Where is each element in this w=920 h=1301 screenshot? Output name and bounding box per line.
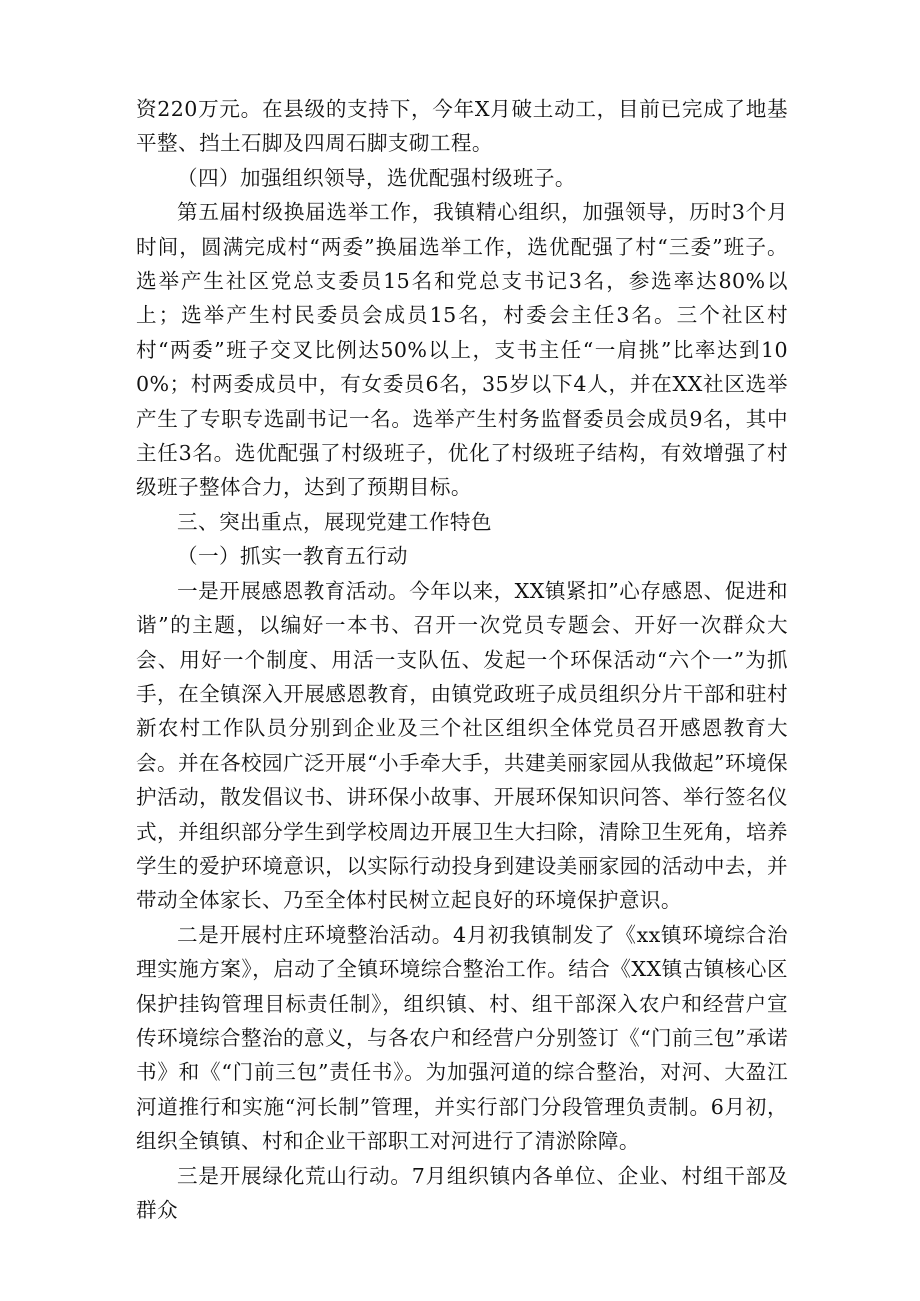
paragraph-greening: 三是开展绿化荒山行动。7月组织镇内各单位、企业、村组干部及群众 xyxy=(136,1163,788,1222)
section-heading-4: （四）加强组织领导，选优配强村级班子。 xyxy=(177,165,576,190)
paragraph-election: 第五届村级换届选举工作，我镇精心组织，加强领导，历时3个月时间，圆满完成村“两委”换届选举工作，选优配强了村“三委”班子。选举产生社区党总支委员15名和党总支书记3名，参选率达80%以上；选举产生村民委员会成员15名，村委会主任3名。三个社区村村“两委”班子交叉比例达50%以上，支书主任“一肩挑”比率达到100%；村两委成员中，有女委员6名，35岁以下4人，并在XX社区选举产生了专职专选副书记一名。选举产生村务监督委员会成员9名，其中主任3名。选优配强了村级班子，优化了村级班子结构，有效增强了村级班子整体合力，达到了预期目标。 xyxy=(136,200,788,500)
paragraph-gratitude-education: 一是开展感恩教育活动。今年以来，XX镇紧扣”心存感恩、促进和谐”的主题，以编好一本书、召开一次党员专题会、开好一次群众大会、用好一个制度、用活一支队伍、发起一个环保活动“六个一”为抓手，在全镇深入开展感恩教育，由镇党政班子成员组织分片干部和驻村新农村工作队员分别到企业及三个社区组织全体党员召开感恩教育大会。并在各校园广泛开展“小手牵大手，共建美丽家园从我做起”环境保护活动，散发倡议书、讲环保小故事、开展环保知识问答、举行签名仪式，并组织部分学生到学校周边开展卫生大扫除，清除卫生死角，培养学生的爱护环境意识，以实际行动投身到建设美丽家园的活动中去，并带动全体家长、乃至全体村民树立起良好的环境保护意识。 xyxy=(136,578,788,913)
subsection-heading-1: （一）抓实一教育五行动 xyxy=(177,544,408,569)
document-body xyxy=(136,92,788,1227)
section-heading-3: 三、突出重点，展现党建工作特色 xyxy=(177,509,492,534)
paragraph-continuation: 资220万元。在县级的支持下，今年X月破土动工，目前已完成了地基平整、挡土石脚及四周石脚支砌工程。 xyxy=(136,97,788,156)
paragraph-environment-rectification: 二是开展村庄环境整治活动。4月初我镇制发了《xx镇环境综合治理实施方案》，启动了全镇环境综合整治工作。结合《XX镇古镇核心区保护挂钩管理目标责任制》，组织镇、村、组干部深入农户和经营户宣传环境综合整治的意义，与各农户和经营户分别签订《“门前三包”承诺书》和《“门前三包”责任书》。为加强河道的综合整治，对河、大盈江河道推行和实施“河长制”管理，并实行部门分段管理负责制。6月初，组织全镇镇、村和企业干部职工对河进行了清淤除障。 xyxy=(136,922,788,1154)
